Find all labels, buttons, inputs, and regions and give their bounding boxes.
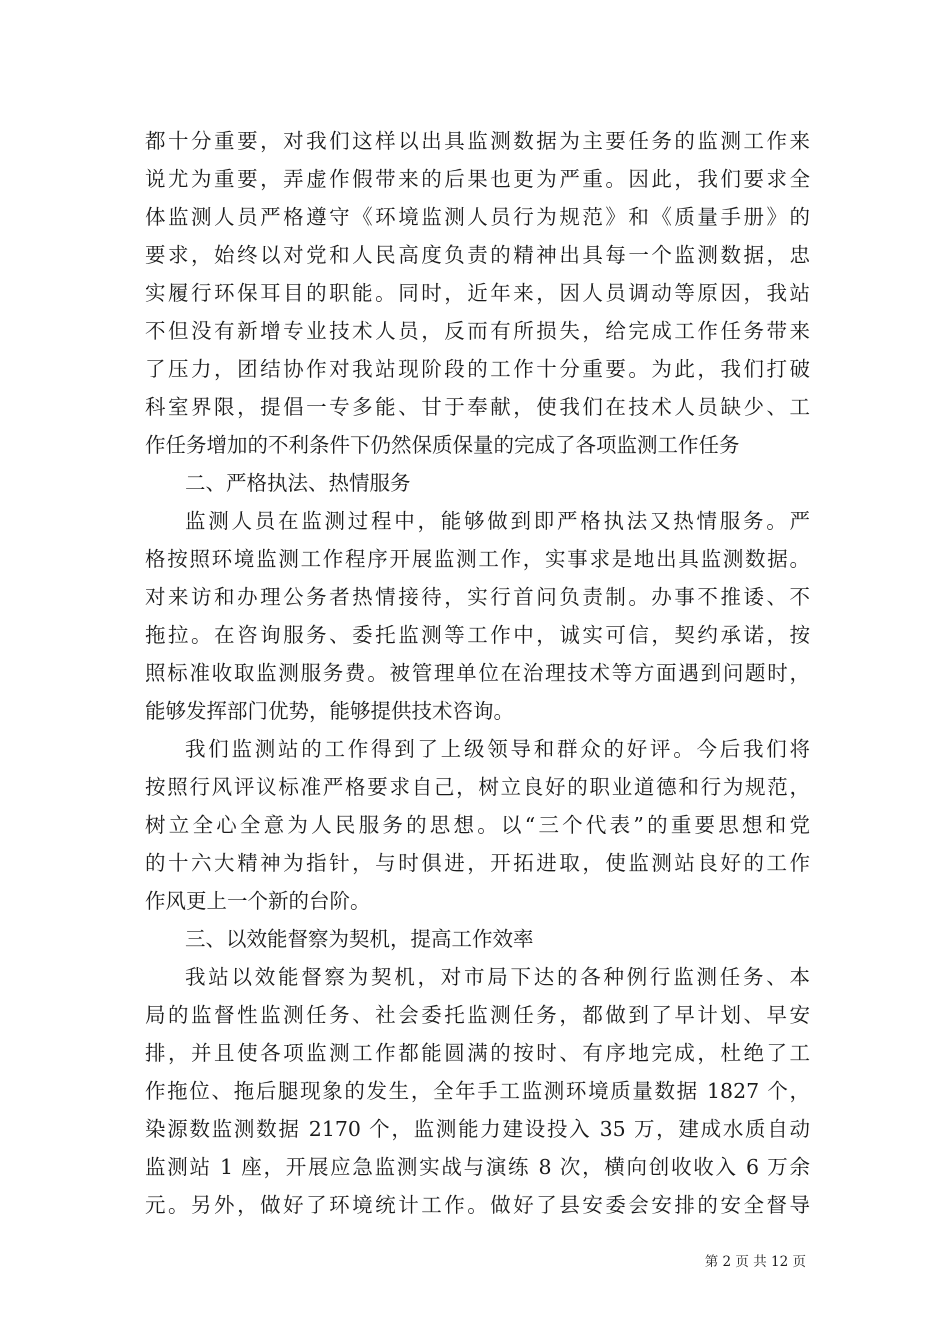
body-line: 对来访和办理公务者热情接待，实行首问负责制。办事不推诿、不 [145,585,810,609]
body-line: 局的监督性监测任务、社会委托监测任务，都做到了早计划、早安 [145,1003,810,1027]
body-line: 体监测人员严格遵守《环境监测人员行为规范》和《质量手册》的 [145,205,810,229]
section-heading: 三、以效能督察为契机，提高工作效率 [185,927,534,951]
body-line: 作风更上一个新的台阶。 [145,889,371,913]
body-line: 实履行环保耳目的职能。同时，近年来，因人员调动等原因，我站 [145,281,810,305]
section-heading: 二、严格执法、热情服务 [185,471,411,495]
body-line: 科室界限，提倡一专多能、甘于奉献，使我们在技术人员缺少、工 [145,395,810,419]
body-line: 照标准收取监测服务费。被管理单位在治理技术等方面遇到问题时， [145,661,810,685]
body-line: 染源数监测数据 2170 个，监测能力建设投入 35 万，建成水质自动 [145,1117,810,1141]
body-line: 都十分重要，对我们这样以出具监测数据为主要任务的监测工作来 [145,129,810,153]
body-line: 要求，始终以对党和人民高度负责的精神出具每一个监测数据，忠 [145,243,810,267]
body-line: 树立全心全意为人民服务的思想。以“三个代表”的重要思想和党 [145,813,810,837]
body-line: 我们监测站的工作得到了上级领导和群众的好评。今后我们将 [185,737,810,761]
body-line: 说尤为重要，弄虚作假带来的后果也更为严重。因此，我们要求全 [145,167,810,191]
body-line: 拖拉。在咨询服务、委托监测等工作中，诚实可信，契约承诺，按 [145,623,810,647]
body-line: 排，并且使各项监测工作都能圆满的按时、有序地完成，杜绝了工 [145,1041,810,1065]
page-number-footer: 第 2 页 共 12 页 [704,1254,806,1270]
body-line: 格按照环境监测工作程序开展监测工作，实事求是地出具监测数据。 [145,547,810,571]
body-line: 了压力，团结协作对我站现阶段的工作十分重要。为此，我们打破 [145,357,810,381]
body-line: 能够发挥部门优势，能够提供技术咨询。 [145,699,514,723]
body-line: 我站以效能督察为契机，对市局下达的各种例行监测任务、本 [185,965,810,989]
body-line: 作拖位、拖后腿现象的发生，全年手工监测环境质量数据 1827 个， [145,1079,810,1103]
body-line: 作任务增加的不利条件下仍然保质保量的完成了各项监测工作任务 [145,433,740,457]
body-line: 监测人员在监测过程中，能够做到即严格执法又热情服务。严 [185,509,810,533]
body-line: 按照行风评议标准严格要求自己，树立良好的职业道德和行为规范， [145,775,810,799]
body-line: 元。另外，做好了环境统计工作。做好了县安委会安排的安全督导 [145,1193,810,1217]
body-line: 不但没有新增专业技术人员，反而有所损失，给完成工作任务带来 [145,319,810,343]
body-line: 的十六大精神为指针，与时俱进，开拓进取，使监测站良好的工作 [145,851,810,875]
body-line: 监测站 1 座，开展应急监测实战与演练 8 次，横向创收收入 6 万余 [145,1155,810,1179]
